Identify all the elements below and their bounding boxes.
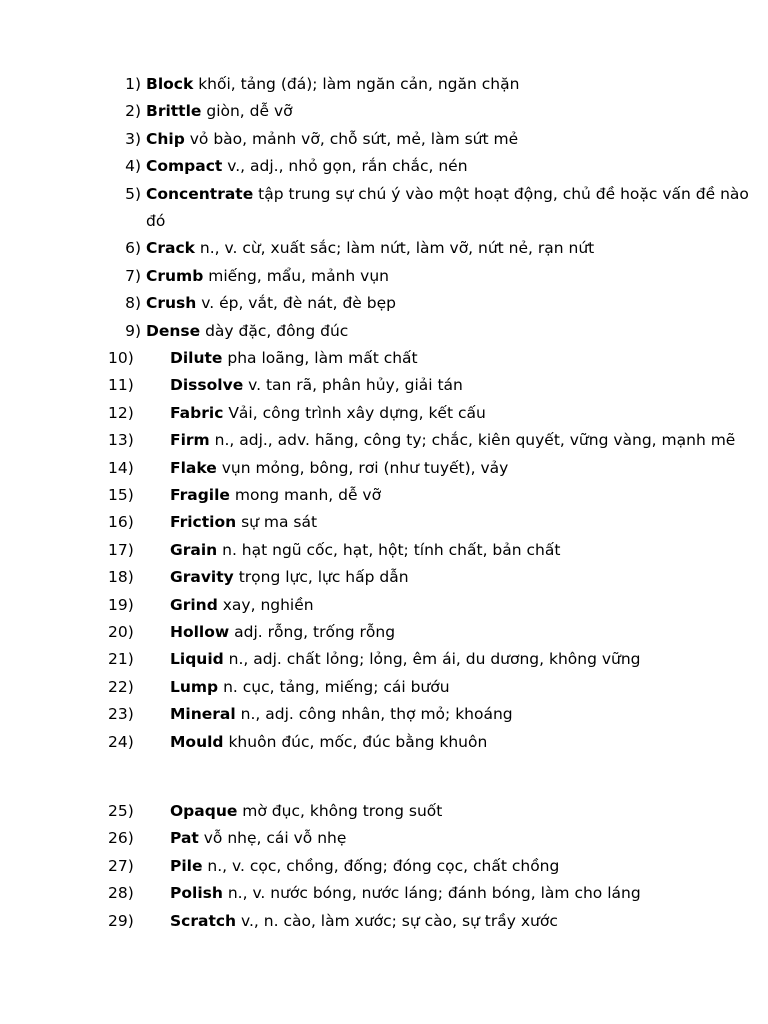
entry-word: Crack [146,239,195,258]
entry-number: 14) [108,458,134,477]
entry-word: Liquid [170,650,224,669]
vocab-entry [0,99,768,123]
entry-number: 4) [125,157,141,176]
entry-definition: giòn, dễ vỡ [201,102,293,121]
entry-word: Grind [170,595,218,614]
vocab-entry [0,346,768,370]
entry-word: Flake [170,458,217,477]
entry-definition: trọng lực, lực hấp dẫn [233,568,409,587]
entry-body [170,346,418,370]
entry-word: Hollow [170,623,230,641]
vocab-entry [0,647,768,671]
vocab-entry [0,127,768,151]
entry-definition: mong manh, dễ vỡ [229,486,382,504]
entry-word: Brittle [146,102,202,121]
entry-word: Lump [170,677,219,696]
vocab-entry [0,909,768,933]
vocab-entry [0,799,768,823]
entry-definition: n., adj., adv. hãng, công ty; chắc, kiên quyết, vững vàng, mạnh mẽ [209,431,736,450]
entry-body [146,72,519,96]
vocab-entry [0,881,768,905]
entry-definition: n. cục, tảng, miếng; cái bướu [218,677,450,696]
entry-definition: dày đặc, đông đúc [200,321,349,340]
entry-body [170,565,409,589]
entry-body [146,154,468,178]
vocab-entry [0,565,768,589]
entry-body [170,909,558,933]
entry-number: 13) [108,431,134,450]
entry-body [170,428,735,452]
entry-body [170,647,641,671]
entry-definition: miếng, mẩu, mảnh vụn [203,266,389,285]
vocab-entry [0,483,768,507]
entry-word: Crumb [146,266,204,285]
entry-body [170,483,381,507]
entry-body [146,291,396,315]
entry-definition: v. ép, vắt, đè nát, đè bẹp [196,294,396,313]
entry-definition: pha loãng, làm mất chất [222,349,418,367]
vocab-entry [0,291,768,315]
entry-definition: mờ đục, không trong suốt [237,802,443,820]
entry-number: 20) [108,623,134,641]
vocab-entry [0,319,768,343]
vocab-entry [0,373,768,397]
entry-number: 9) [125,321,141,340]
vocab-entry [0,538,768,562]
entry-body [146,182,749,206]
vocab-entry [0,620,768,644]
entry-definition: n., adj. chất lỏng; lỏng, êm ái, du dương, không vững [223,650,641,669]
entry-body [170,456,508,480]
entry-definition: v., adj., nhỏ gọn, rắn chắc, nén [222,157,468,176]
entry-body [170,373,463,397]
entry-number: 17) [108,540,134,559]
entry-number: 8) [125,294,141,313]
entry-word: Dense [146,321,201,340]
entry-word: Friction [170,513,237,532]
entry-body [170,620,395,644]
entry-word: Mould [170,732,224,751]
entry-number: 24) [108,732,134,751]
entry-definition: n., v. cừ, xuất sắc; làm nứt, làm vỡ, nứt nẻ, rạn nứt [194,239,595,258]
entry-definition: khối, tảng (đá); làm ngăn cản, ngăn chặn [193,75,520,93]
entry-number: 3) [125,129,141,148]
entry-definition: n., v. cọc, chồng, đống; đóng cọc, chất chồng [202,856,560,875]
entry-word: Polish [170,884,223,903]
entry-definition: n. hạt ngũ cốc, hạt, hột; tính chất, bản chất [217,540,561,559]
entry-definition: v. tan rã, phân hủy, giải tán [243,376,463,395]
entry-number: 18) [108,568,134,587]
entry-body [170,675,450,699]
entry-number: 21) [108,650,134,669]
entry-number: 7) [125,266,141,285]
entry-definition-continued: đó [146,212,166,230]
entry-definition: vỏ bào, mảnh vỡ, chỗ sứt, mẻ, làm sứt mẻ [184,129,519,148]
vocab-entry [0,72,768,96]
entry-word: Pile [170,856,203,875]
vocab-entry [0,675,768,699]
entry-body [170,826,346,850]
entry-number: 1) [125,75,141,93]
entry-word: Fabric [170,403,224,422]
entry-definition: khuôn đúc, mốc, đúc bằng khuôn [223,732,488,751]
entry-word: Dilute [170,349,223,367]
entry-definition: n., adj. công nhân, thợ mỏ; khoáng [235,705,513,724]
entry-body [146,127,518,151]
entry-number: 10) [108,349,134,367]
entry-body [170,730,487,754]
vocab-entry [0,593,768,617]
vocab-entry [0,236,768,260]
entry-body [146,319,348,343]
entry-body [170,593,314,617]
entry-definition: tập trung sự chú ý vào một hoạt động, chủ đề hoặc vấn đề nào [253,184,749,203]
vocab-entry [0,264,768,288]
entry-definition: Vải, công trình xây dựng, kết cấu [223,403,486,422]
entry-body [170,510,317,534]
entry-word: Chip [146,129,185,148]
vocab-entry [0,154,768,178]
entry-body [170,799,442,823]
entry-word: Block [146,75,194,93]
entry-number: 26) [108,829,134,848]
entry-definition: sự ma sát [236,513,318,532]
vocab-entry [0,401,768,425]
entry-number: 5) [125,184,141,203]
entry-word: Mineral [170,705,236,724]
vocab-entry [0,456,768,480]
entry-definition: n., v. nước bóng, nước láng; đánh bóng, làm cho láng [222,884,641,903]
entry-word: Concentrate [146,184,254,203]
vocab-entry [0,826,768,850]
entry-body [170,702,513,726]
entry-number: 27) [108,856,134,875]
entry-number: 28) [108,884,134,903]
entry-body [170,538,560,562]
entry-body [170,881,641,905]
entry-word: Grain [170,540,218,559]
entry-number: 6) [125,239,141,258]
entry-number: 11) [108,376,134,395]
entry-definition: xay, nghiền [217,595,314,614]
vocab-entry [0,182,768,206]
entry-number: 22) [108,677,134,696]
entry-definition: adj. rỗng, trống rỗng [229,623,396,641]
entry-body [146,264,389,288]
entry-word: Opaque [170,802,238,820]
entry-number: 19) [108,595,134,614]
entry-number: 25) [108,802,134,820]
entry-body [170,854,559,878]
entry-definition: vỗ nhẹ, cái vỗ nhẹ [198,829,347,848]
entry-number: 29) [108,911,134,930]
vocab-entry [0,730,768,754]
entry-definition: vụn mỏng, bông, rơi (như tuyết), vảy [216,458,509,477]
entry-number: 2) [125,102,141,121]
vocab-entry [0,510,768,534]
entry-word: Scratch [170,911,237,930]
entry-number: 12) [108,403,134,422]
entry-number: 16) [108,513,134,532]
vocab-entry [0,702,768,726]
entry-body [146,99,293,123]
entry-body [170,401,486,425]
entry-definition: v., n. cào, làm xước; sự cào, sự trầy xước [236,911,558,930]
entry-number: 15) [108,486,134,504]
entry-word: Compact [146,157,223,176]
entry-number: 23) [108,705,134,724]
entry-word: Crush [146,294,197,313]
entry-body [146,236,594,260]
entry-word: Gravity [170,568,234,587]
vocab-entry [0,854,768,878]
entry-word: Pat [170,829,199,848]
entry-word: Fragile [170,486,230,504]
entry-word: Dissolve [170,376,244,395]
entry-word: Firm [170,431,210,450]
vocab-entry [0,428,768,452]
